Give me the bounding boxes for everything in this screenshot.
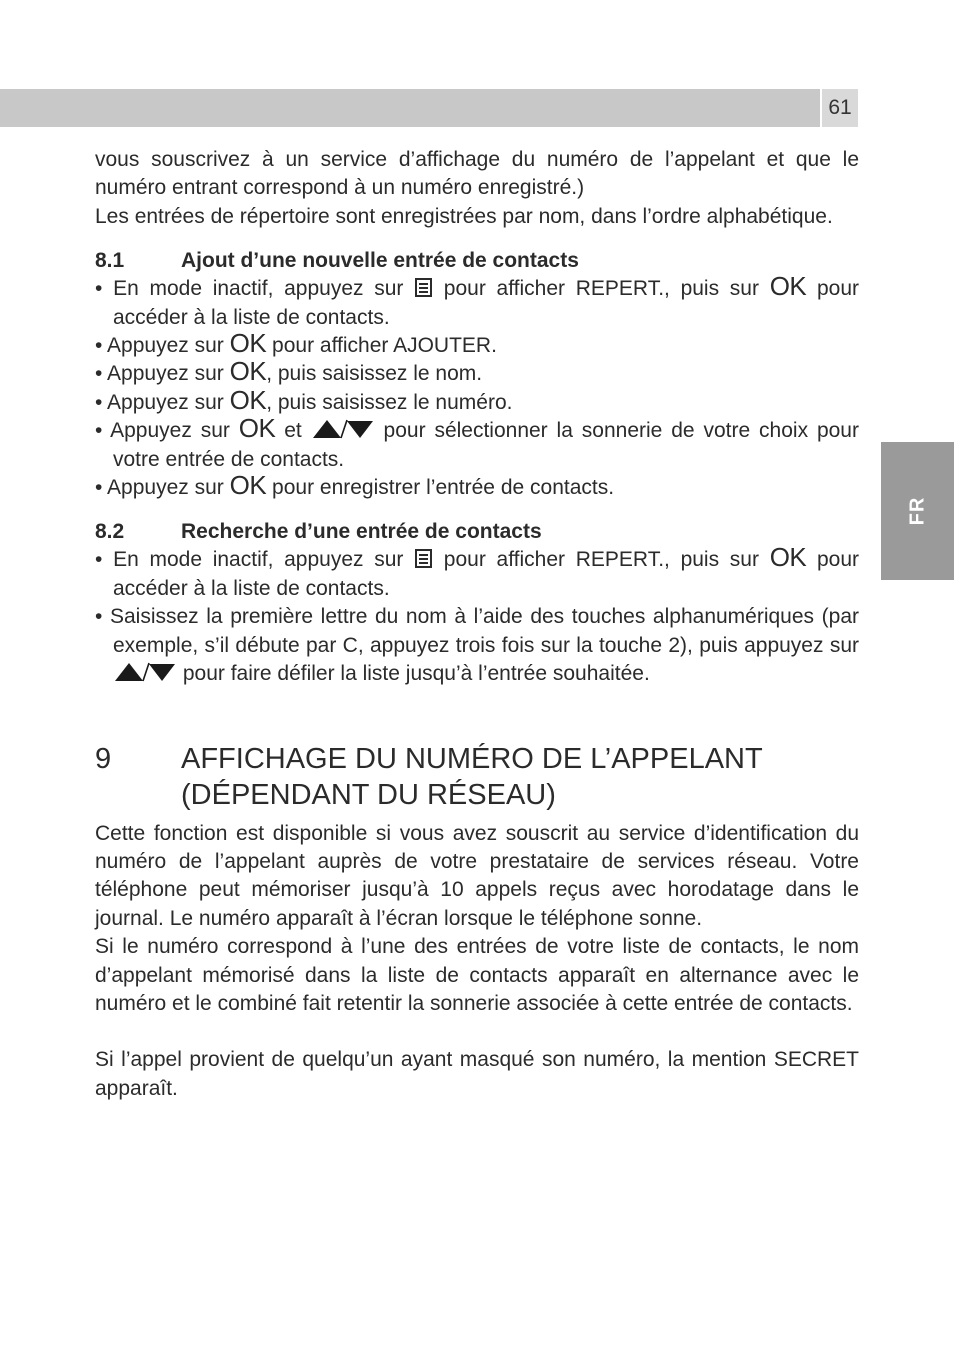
item-text: Appuyez sur [110, 419, 239, 443]
list-item [95, 413, 859, 474]
bullet: • [95, 390, 103, 414]
item-text: Appuyez sur [107, 362, 230, 386]
section-number: 8.2 [95, 520, 125, 544]
section-8-1-heading [95, 247, 859, 275]
up-down-arrow-icon [113, 661, 177, 683]
ok-key-symbol: OK [769, 542, 807, 573]
section-8-1-list [95, 271, 860, 502]
list-item [95, 328, 859, 360]
page-content [95, 146, 859, 1103]
section-9-paragraph-3: Si l’appel provient de quelqu’un ayant masqué son numéro, la mention SECRET apparaît. [95, 1048, 859, 1100]
item-text: et [275, 419, 311, 443]
item-text: pour accéder à la liste de contacts. [113, 548, 860, 600]
section-9-heading [95, 741, 859, 813]
list-item [95, 356, 859, 388]
section-title-line-1: AFFICHAGE DU NUMÉRO DE L’APPELANT [181, 742, 763, 775]
item-text: pour afficher REPERT., puis sur [433, 548, 770, 572]
ok-key-symbol: OK [229, 384, 267, 415]
item-text: , puis saisissez le numéro. [266, 390, 513, 414]
item-text: pour faire défiler la liste jusqu’à l’entrée souhaitée. [177, 662, 650, 686]
item-text: pour afficher AJOUTER. [266, 334, 497, 358]
bullet: • [95, 277, 103, 301]
list-item [95, 542, 860, 603]
list-item [95, 384, 859, 417]
section-title: Ajout d’une nouvelle entrée de contacts [181, 249, 579, 273]
section-title [181, 741, 763, 813]
item-text: , puis saisissez le nom. [266, 362, 483, 386]
item-text: pour afficher REPERT., puis sur [433, 277, 770, 301]
bullet: • [95, 605, 103, 629]
section-8-2-list [95, 542, 860, 688]
bullet: • [95, 548, 103, 572]
item-text: Saisissez la première lettre du nom à l’aide des touches alphanumériques (par exemple, s’il débute par C, appuyez trois fois sur la touche 2), puis appuyez sur [109, 605, 859, 657]
language-tab-label: FR [906, 496, 928, 526]
ok-key-symbol: OK [229, 328, 267, 359]
item-text: Appuyez sur [107, 476, 230, 500]
item-text: Appuyez sur [107, 334, 230, 358]
list-item [95, 470, 859, 502]
item-text: pour enregistrer l’entrée de contacts. [266, 476, 615, 500]
language-tab [881, 442, 954, 580]
list-item [95, 603, 859, 688]
item-text: En mode inactif, appuyez sur [113, 277, 415, 301]
intro-paragraph-2: Les entrées de répertoire sont enregistrées par nom, dans l’ordre alphabétique. [95, 204, 833, 228]
ok-key-symbol: OK [238, 413, 276, 444]
up-down-arrow-icon [311, 418, 375, 440]
ok-key-symbol: OK [229, 470, 267, 501]
section-8-2-heading [95, 518, 859, 546]
bullet: • [95, 476, 103, 500]
section-title: Recherche d’une entrée de contacts [181, 520, 542, 544]
item-text: En mode inactif, appuyez sur [113, 548, 415, 572]
section-title-line-2: (DÉPENDANT DU RÉSEAU) [181, 778, 556, 811]
item-text: Appuyez sur [107, 390, 230, 414]
section-number: 9 [95, 742, 112, 775]
ok-key-symbol: OK [769, 271, 807, 302]
intro-paragraph-1: vous souscrivez à un service d’affichage du numéro de l’appelant et que le numéro entrant correspond à un numéro enregistré.) [95, 148, 859, 200]
header-bar [0, 89, 820, 127]
item-text: pour sélectionner la sonnerie de votre choix pour votre entrée de contacts. [113, 419, 859, 471]
list-item [95, 271, 860, 332]
bullet: • [95, 334, 103, 358]
section-9-paragraph-2: Si le numéro correspond à l’une des entrées de votre liste de contacts, le nom d’appelant mémorisé dans la liste de contacts apparaît en alternance avec le numéro et le combiné fait retentir la sonnerie associée à cette entrée de contacts. [95, 935, 859, 1015]
item-text: pour accéder à la liste de contacts. [113, 277, 860, 329]
menu-list-icon [415, 278, 432, 297]
page-number: 61 [822, 89, 858, 127]
bullet: • [95, 419, 103, 443]
menu-list-icon [415, 549, 432, 568]
section-number: 8.1 [95, 249, 125, 273]
section-9-paragraph-1: Cette fonction est disponible si vous avez souscrit au service d’identification du numéro de l’appelant auprès de votre prestataire de services réseau. Votre téléphone peut mémoriser jusqu’à 10 appels reçus avec horodatage dans le journal. Le numéro apparaît à l’écran lorsque le téléphone sonne. [95, 821, 859, 930]
ok-key-symbol: OK [229, 356, 267, 387]
bullet: • [95, 362, 103, 386]
